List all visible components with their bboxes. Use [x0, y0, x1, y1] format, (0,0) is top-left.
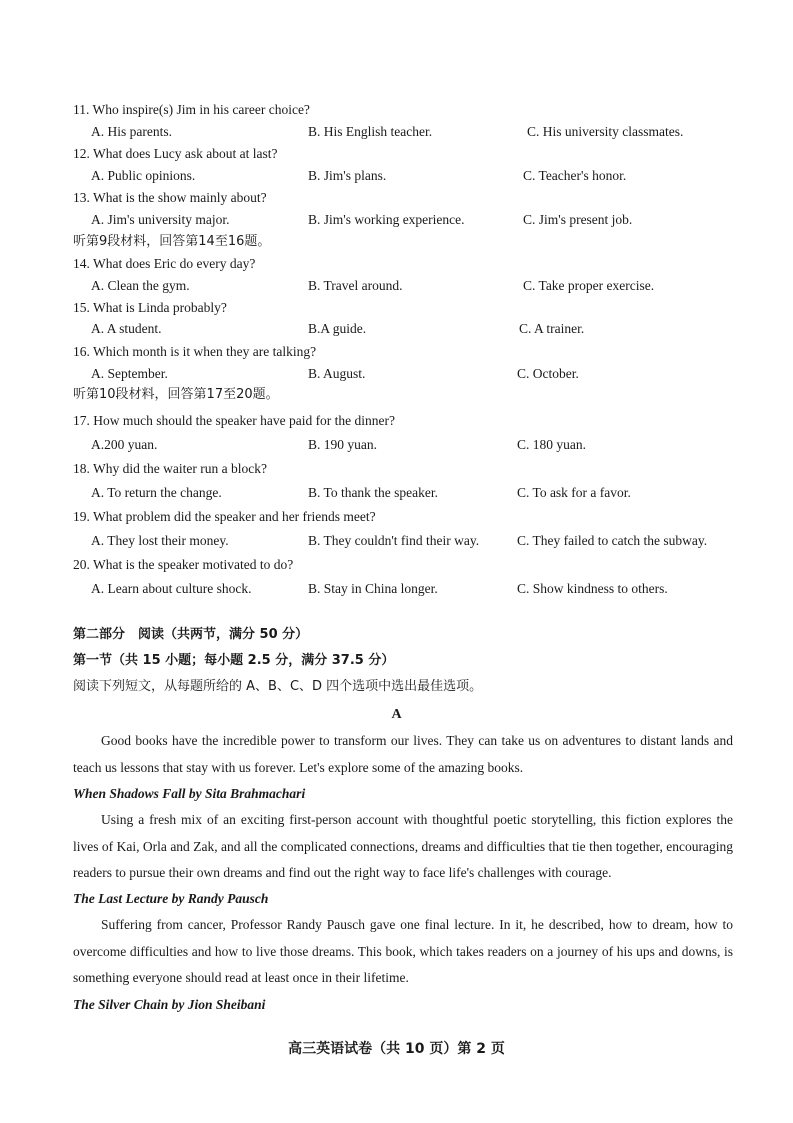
option-c: C. Show kindness to others. — [517, 581, 668, 596]
part-heading: 第二部分 阅读（共两节，满分 50 分） — [73, 627, 309, 642]
question-stem: 19. What problem did the speaker and her friends meet? — [73, 509, 376, 524]
option-b: B. They couldn't find their way. — [308, 533, 480, 548]
option-c: C. His university classmates. — [527, 124, 684, 139]
book-description: Using a fresh mix of an exciting first-person account with thoughtful poetic storytelling, this fiction explores the lives of Kai, Orla and Zak, and all the complicated connections, dreams and difficulties that tie then together, encouraging readers to pursue their own dreams and find out the right way to face life's challenges with courage. — [73, 812, 733, 880]
option-c: C. Jim's present job. — [523, 212, 633, 227]
option-b: B.A guide. — [308, 321, 367, 336]
option-c: C. To ask for a favor. — [517, 485, 631, 500]
passage-intro: Good books have the incredible power to transform our lives. They can take us on adventures to distant lands and teach us lessons that stay with us forever. Let's explore some of the amazing books. — [73, 733, 733, 775]
option-a: A. They lost their money. — [91, 533, 229, 548]
question-stem: 20. What is the speaker motivated to do? — [73, 557, 294, 572]
option-c: C. They failed to catch the subway. — [517, 533, 708, 548]
option-c: C. Teacher's honor. — [523, 168, 627, 183]
question-stem: 16. Which month is it when they are talking? — [73, 344, 317, 359]
option-b: B. Stay in China longer. — [308, 581, 438, 596]
option-b: B. August. — [308, 366, 366, 381]
option-c: C. October. — [517, 366, 579, 381]
option-a: A. Jim's university major. — [91, 212, 230, 227]
option-a: A. Learn about culture shock. — [91, 581, 252, 596]
option-a: A. Public opinions. — [91, 168, 196, 183]
option-b: B. His English teacher. — [308, 124, 433, 139]
question-stem: 12. What does Lucy ask about at last? — [73, 146, 278, 161]
option-c: C. A trainer. — [519, 321, 585, 336]
option-b: B. Travel around. — [308, 278, 403, 293]
question-stem: 11. Who inspire(s) Jim in his career choice? — [73, 102, 310, 117]
book-title: The Last Lecture by Randy Pausch — [73, 891, 269, 906]
option-a: A. To return the change. — [91, 485, 222, 500]
option-c: C. Take proper exercise. — [523, 278, 655, 293]
question-stem: 15. What is Linda probably? — [73, 300, 227, 315]
option-a: A.200 yuan. — [91, 437, 158, 452]
option-a: A. September. — [91, 366, 168, 381]
listening-instruction: 听第9段材料，回答第14至16题。 — [73, 234, 271, 249]
option-b: B. 190 yuan. — [308, 437, 377, 452]
question-stem: 14. What does Eric do every day? — [73, 256, 256, 271]
book-title: When Shadows Fall by Sita Brahmachari — [73, 786, 306, 801]
option-a: A. A student. — [91, 321, 162, 336]
question-stem: 18. Why did the waiter run a block? — [73, 461, 267, 476]
option-a: A. Clean the gym. — [91, 278, 190, 293]
listening-instruction: 听第10段材料，回答第17至20题。 — [73, 387, 279, 402]
passage-letter: A — [391, 707, 402, 722]
book-title: The Silver Chain by Jion Sheibani — [73, 997, 266, 1012]
book-description: Suffering from cancer, Professor Randy Pausch gave one final lecture. In it, he described, how to dream, how to overcome difficulties and how to live those dreams. This book, which takes readers on a journey of his ups and downs, is something everyone should read at least once in their lifetime. — [73, 917, 733, 985]
option-a: A. His parents. — [91, 124, 172, 139]
reading-instruction: 阅读下列短文，从每题所给的 A、B、C、D 四个选项中选出最佳选项。 — [73, 679, 483, 694]
option-b: B. Jim's working experience. — [308, 212, 465, 227]
option-c: C. 180 yuan. — [517, 437, 586, 452]
option-b: B. Jim's plans. — [308, 168, 387, 183]
option-b: B. To thank the speaker. — [308, 485, 439, 500]
page-footer: 高三英语试卷（共 10 页）第 2 页 — [288, 1041, 505, 1057]
question-stem: 17. How much should the speaker have paid for the dinner? — [73, 413, 396, 428]
question-stem: 13. What is the show mainly about? — [73, 190, 267, 205]
section-heading: 第一节（共 15 小题；每小题 2.5 分，满分 37.5 分） — [73, 653, 395, 668]
